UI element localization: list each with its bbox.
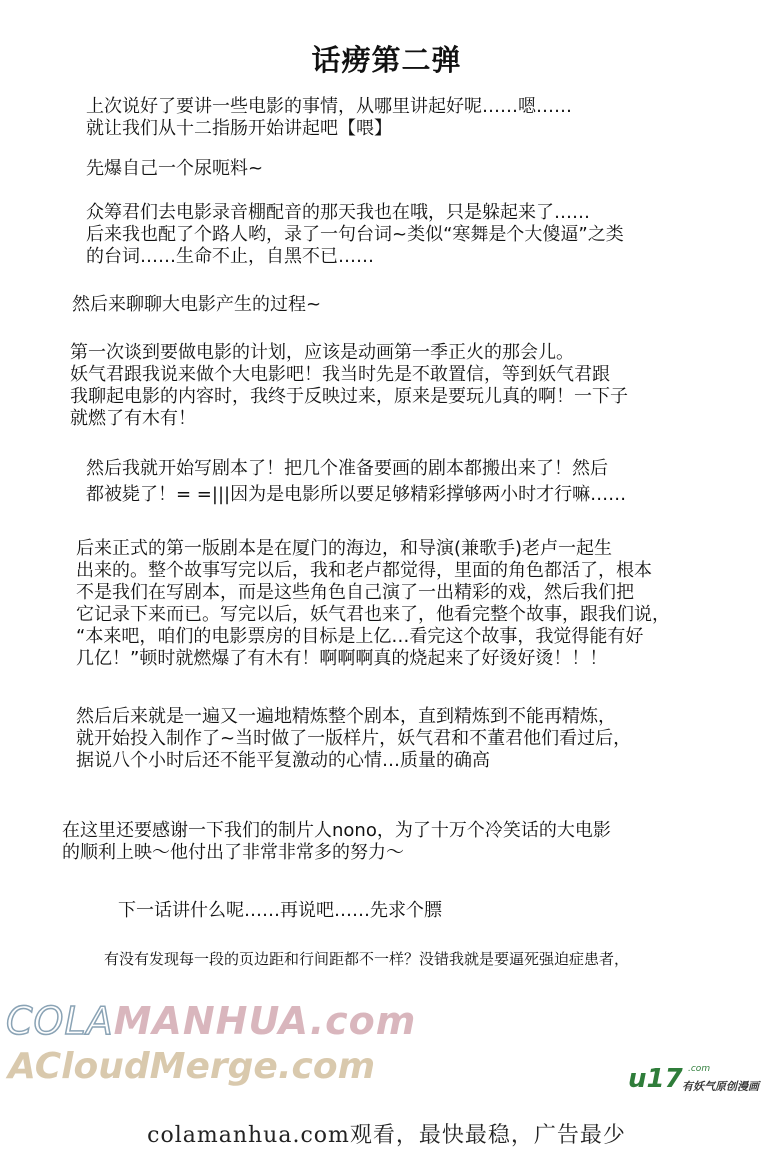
text-line: 后来我也配了个路人哟，录了一句台词~类似“寒舞是个大傻逼”之类 xyxy=(86,224,624,245)
text-line: 出来的。整个故事写完以后，我和老卢都觉得，里面的角色都活了，根本 xyxy=(76,560,652,581)
paragraph-process-heading xyxy=(72,294,321,316)
text-line: 就燃了有木有！ xyxy=(70,408,196,429)
text-line: 先爆自己一个尿呃料~ xyxy=(86,158,264,179)
u17-logo xyxy=(628,1064,768,1096)
paragraph-first-plan xyxy=(70,342,628,430)
text-line: “本来吧，咱们的电影票房的目标是上亿…看完这个故事，我觉得能有好 xyxy=(76,626,644,647)
text-line: 它记录下来而已。写完以后，妖气君也来了，他看完整个故事，跟我们说， xyxy=(76,604,670,625)
paragraph-next-episode xyxy=(118,900,442,922)
paragraph-confession xyxy=(86,158,263,180)
text-line: 然后我就开始写剧本了！把几个准备要画的剧本都搬出来了！然后 xyxy=(86,458,608,479)
colamanhua-watermark xyxy=(6,996,416,1046)
text-line: 然后后来就是一遍又一遍地精炼整个剧本，直到精炼到不能再精炼， xyxy=(76,706,616,727)
text-line: 的顺利上映～他付出了非常非常多的努力～ xyxy=(62,842,404,863)
paragraph-refining xyxy=(76,706,631,772)
text-line: 有没有发现每一段的页边距和行间距都不一样？没错我就是要逼死强迫症患者， xyxy=(104,950,630,968)
paragraph-intro xyxy=(86,96,572,140)
paragraph-dubbing xyxy=(86,202,624,268)
text-line: 据说八个小时后还不能平复激动的心情…质量的确高 xyxy=(76,750,490,771)
paragraph-ocd-note xyxy=(104,948,629,970)
paragraph-script-writing xyxy=(86,454,626,506)
page-title: 话痨第二弹 xyxy=(311,43,462,77)
u17-logo-subtitle: 有妖气原创漫画 xyxy=(682,1080,759,1093)
text-line: 后来正式的第一版剧本是在厦门的海边，和导演(兼歌手)老卢一起生 xyxy=(76,538,613,559)
text-line: 在这里还要感谢一下我们的制片人nono，为了十万个冷笑话的大电影 xyxy=(62,820,611,841)
paragraph-thanks xyxy=(62,820,611,864)
text-line: 上次说好了要讲一些电影的事情，从哪里讲起好呢……嗯…… xyxy=(86,96,572,117)
text-line: 都被毙了！= =|||因为是电影所以要足够精彩撑够两小时才行嘛…… xyxy=(86,484,627,505)
paragraph-first-draft xyxy=(76,538,670,670)
text-line: 就开始投入制作了~当时做了一版样片，妖气君和不董君他们看过后， xyxy=(76,728,632,749)
text-line: 众筹君们去电影录音棚配音的那天我也在哦，只是躲起来了…… xyxy=(86,202,590,223)
text-line: 不是我们在写剧本，而是这些角色自己演了一出精彩的戏，然后我们把 xyxy=(76,582,634,603)
u17-logo-text: u17 xyxy=(628,1064,683,1094)
text-line: 下一话讲什么呢……再说吧……先求个膘 xyxy=(118,900,442,921)
text-line: 的台词……生命不止，自黑不已…… xyxy=(86,246,374,267)
site-footer-banner: colamanhua.com观看，最快最稳，广告最少 xyxy=(147,1123,626,1148)
text-line: 就让我们从十二指肠开始讲起吧【喂】 xyxy=(86,118,392,139)
text-line: 妖气君跟我说来做个大电影吧！我当时先是不敢置信，等到妖气君跟 xyxy=(70,364,610,385)
text-line: 然后来聊聊大电影产生的过程~ xyxy=(72,294,322,315)
text-line: 第一次谈到要做电影的计划，应该是动画第一季正火的那会儿。 xyxy=(70,342,574,363)
text-line: 我聊起电影的内容时，我终于反映过来，原来是要玩儿真的啊！一下子 xyxy=(70,386,628,407)
watermark-cola-text: COLA xyxy=(6,999,114,1043)
u17-logo-domain: .com xyxy=(688,1064,711,1074)
acloudmerge-watermark: ACloudMerge.com xyxy=(8,1046,376,1087)
text-line: 几亿！”顿时就燃爆了有木有！啊啊啊真的烧起来了好烫好烫！！！ xyxy=(76,648,608,669)
watermark-manhua-text: MANHUA.com xyxy=(113,999,417,1043)
